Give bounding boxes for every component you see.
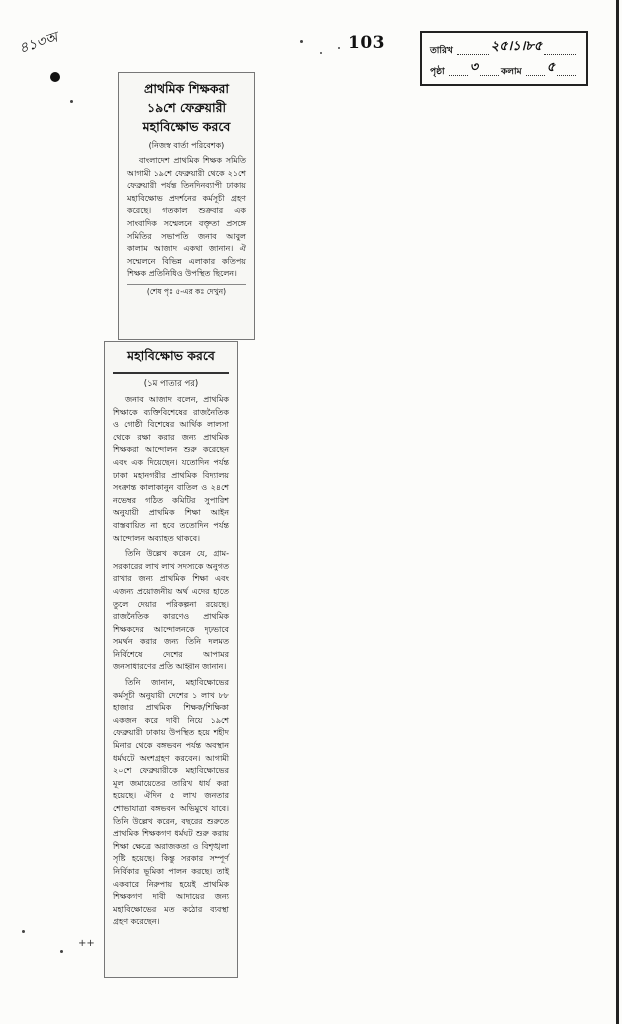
article-paragraph: জনাব আজাদ বলেন, প্রাথমিক শিক্ষাকে ব্যক্তিবিশেষের রাজনৈতিক ও গোষ্ঠী বিশেষের আর্থিক লালসা থেকে রক্ষা করার জন্য প্রাথমিক শিক্ষকরা আন্দোলন শুরু করেছেন এবং এক দিয়েছেন। যতোদিন পর্যন্ত ঢাকা মহানগরীর প্রাথমিক বিদ্যালয় সংক্রান্ত কালাকানুন বাতিল ও ২৪শে নভেম্বর গঠিত কমিটির সুপারিশ অনুযায়ী প্রাথমিক শিক্ষা আইন বাস্তবায়িত না হবে ততোদিন পর্যন্ত আন্দোলন অব্যাহত থাকবে। [113, 395, 229, 543]
headline-line-3: মহাবিক্ষোভ করবে [142, 119, 231, 134]
dateline: (নিজস্ব বার্তা পরিবেশক) [148, 141, 225, 150]
news-clipping-main [118, 72, 255, 340]
page-number: 103 [348, 33, 385, 53]
handwritten-margin-note: ৪১৩অ [17, 29, 60, 58]
headline-line-1: প্রাথমিক শিক্ষকরা [143, 81, 229, 96]
stamp-date-value: ২৫।১।৮৫ [490, 39, 543, 54]
continuation-note: (শেষ পৃঃ ৫-এর কঃ দেখুন) [127, 284, 246, 299]
stamp-column-label: কলাম [500, 67, 522, 77]
stamp-dotted-line [449, 75, 468, 76]
archive-stamp [420, 31, 588, 86]
stamp-page-value: ৩ [469, 60, 479, 75]
scan-edge-border [616, 0, 619, 1024]
scan-speck [338, 47, 340, 49]
stamp-date-label: তারিখ [430, 46, 453, 56]
stamp-page-label: পৃষ্ঠা [430, 67, 445, 77]
scan-speck [70, 100, 73, 103]
stamp-dotted-line [480, 75, 499, 76]
stamp-dotted-line [457, 54, 489, 55]
headline-line-2: ১৯শে ফেব্রুয়ারী [146, 100, 227, 115]
stamp-column-value: ৫ [546, 60, 556, 75]
article-body: বাংলাদেশ প্রাথমিক শিক্ষক সমিতি আগামী ১৯শে ফেব্রুয়ারী থেকে ২১শে ফেব্রুয়ারী পর্যন্ত তিনদিনব্যাপী ঢাকায় মহাবিক্ষোভ প্রদর্শনের কর্মসূচী গ্রহণ করেছে। গতকাল শুক্রবার এক সাংবাদিক সম্মেলনে বক্তৃতা প্রসঙ্গে সমিতির সভাপতি জনাব আবুল কালাম আজাদ একথা জানান। ঐ সম্মেলনে বিভিন্ন এলাকার কতিপয় শিক্ষক প্রতিনিধিও উপস্থিত ছিলেন। [127, 156, 246, 279]
news-clipping-continued [104, 341, 238, 978]
stamp-dotted-line [544, 54, 576, 55]
stamp-dotted-line [557, 75, 576, 76]
scan-speck [60, 950, 63, 953]
scan-speck [300, 40, 303, 43]
margin-pencil-mark: ++ [78, 938, 95, 949]
stamp-date-row [430, 37, 578, 58]
stamp-dotted-line [526, 75, 545, 76]
from-page-note: (১ম পাতার পর) [143, 379, 199, 389]
scan-speck [22, 930, 25, 933]
margin-bullet-mark [50, 72, 60, 82]
stamp-page-row [430, 58, 578, 79]
continued-headline: মহাবিক্ষোভ করবে [113, 348, 229, 374]
article-paragraph: তিনি জানান, মহাবিক্ষোভের কর্মসূচী অনুযায়ী দেশের ১ লাখ ৮৮ হাজার প্রাথমিক শিক্ষক/শিক্ষিকা একজন করে দাবী নিয়ে ১৯শে ফেব্রুয়ারী ঢাকায় উপস্থিত হয়ে শহীদ মিনার থেকে বঙ্গভবন পর্যন্ত অবস্থান ধর্মঘটে অংশগ্রহণ করবেন। আগামী ২০শে ফেব্রুয়ারীকে মহাবিক্ষোভের মূল জমায়েতের তারিখ ধার্য করা হয়েছে। ঐদিন ৫ লাখ জনতার শোভাযাত্রা বঙ্গভবন অভিমুখে যাবে। তিনি উল্লেখ করেন, বছরের শুরুতে প্রাথমিক শিক্ষকগণ ধর্মঘট শুরু করায় শিক্ষা ক্ষেত্রে অরাজকতা ও বিশৃঙ্খলা সৃষ্টি হয়েছে। কিন্তু সরকার সম্পূর্ণ নির্বিকার ভূমিকা পালন করছে। তাই একবারে নিরুপায় হয়েই প্রাথমিক শিক্ষকগণ দাবী আদায়ের জন্য মহাবিক্ষোভের মত কঠোর ব্যবস্থা গ্রহণ করেছেন। [113, 678, 229, 927]
article-paragraph: তিনি উল্লেখ করেন যে, গ্রাম-সরকারের লাখ লাখ সদস্যকে অনুগত রাখার জন্য প্রাথমিক শিক্ষা এবং এজন্য প্রয়োজনীয় অর্থ এদের হাতে তুলে দেয়ার পরিকল্পনা রয়েছে। রাজনৈতিক কারণেও প্রাথমিক শিক্ষকদের আন্দোলনকে দৃঢ়ভাবে সমর্থন করার জন্য তিনি দলমত নির্বিশেষে দেশের আপামর জনসাধারণের প্রতি আহ্বান জানান। [113, 549, 229, 672]
scan-speck [320, 52, 322, 54]
